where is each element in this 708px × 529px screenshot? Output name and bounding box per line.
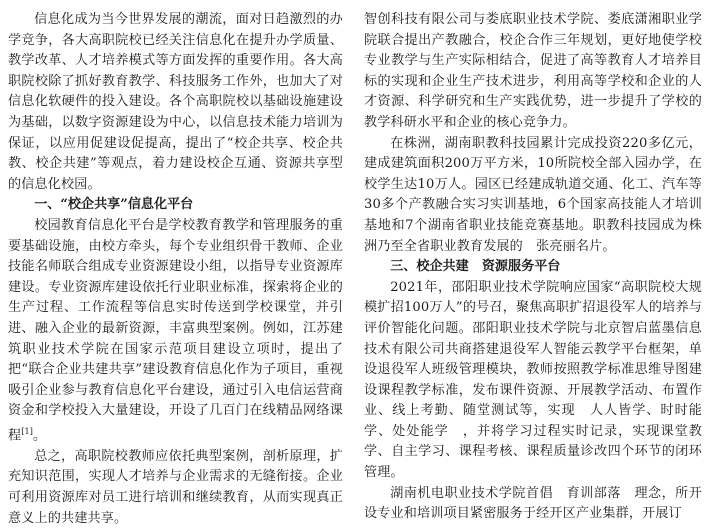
paragraph-platform-end: 。: [33, 428, 47, 444]
right-column: [364, 10, 702, 525]
paragraph-intro: 信息化成为当今世界发展的潮流，面对日趋激烈的办学竞争，各大高职院校已经关注信息化在提升办学质量、教学改革、人才培养模式等方面发挥的重要作用。各大高职院校除了抓好教育教学、科技服务工作外，也加大了对信息化软硬件的投入建设。各个高职院校以基础设施建设为基础，以数字资源建设为中心，以信息技术能力培训为保证，以应用促建设促提高，提出了“校企共享、校企共教、校企共建”等观点，着力建设校企互通、资源共享型的信息化校园。: [8, 12, 343, 192]
section-heading-1: 一、“校企共享”信息化平台: [34, 197, 194, 213]
section-heading-3: 三、校企共建 资源服务平台: [390, 259, 561, 275]
reference-marker: [1]: [21, 426, 34, 436]
paragraph-platform: [8, 216, 343, 447]
left-column: [8, 10, 343, 529]
paragraph-hunan-jidian: 湖南机电职业技术学院首倡 育训部落 理念，所开设专业和培训项目紧密服务于经开区产业集群，开展订: [364, 485, 702, 522]
paragraph-summary: 总之，高职院校教师应依托典型案例，剖析原理，扩充知识范围，实现人才培养与企业需求的无缝衔接。企业可利用资源库对员工进行培训和继续教育，从而实现真正意义上的共建共享。: [8, 448, 343, 526]
paragraph-shaoyang: 2021年，邵阳职业技术学院响应国家“高职院校大规模扩招100万人”的号召，聚焦高职扩招退役军人的培养与评价智能化问题。邵阳职业技术学院与北京智启蓝墨信息技术有限公司共商搭建退役军人智能云教学平台框架，单设退役军人班级管理模块，教师按照教学标准思维导图建设课程教学标准，发布课件资源、开展教学活动、布置作业、线上考勤、随堂测试等，实现 人人皆学、时时能学、处处能学 ，并将学习过程实时记录，实现课堂教学、自主学习、课程考核、课程质量诊改四个环节的闭环管理。: [364, 279, 702, 481]
paragraph-platform-text: 校园教育信息化平台是学校教育教学和管理服务的重要基础设施，由校方牵头，每个专业组织骨干教师、企业技能名师联合组成专业资源建设小组，以指导专业资源库建设。专业资源库建设依托行业职业标准，探索将企业的生产过程、工作流程等信息实时传送到学校课堂，并引进、融入企业的最新资源，丰富典型案例。例如，江苏建筑职业技术学院在国家示范项目建设立项时，提出了把“联合企业共建共享”建设教育信息化作为子项目，重视吸引企业参与教育信息化平台建设，通过引入电信运营商资金和学校投入大量建设，开设了几百门在线精品网络课程: [8, 217, 343, 444]
paragraph-zhuzhou: 在株洲，湖南职教科技园累计完成投资220多亿元，建成建筑面积200万平方米，10所院校全部入园办学，在校学生达10万人。园区已经建成轨道交通、化工、汽车等30多个产教融合实习实训基地，6个国家高技能人才培训基地和7个湖南省职业技能竞赛基地。职教科技园成为株洲乃至全省职业教育发展的 张亮丽名片。: [364, 135, 702, 254]
paragraph-continued: 智创科技有限公司与娄底职业技术学院、娄底潇湘职业学院联合提出产教融合，校企合作三年规划，更好地使学校专业教学与生产实际相结合，促进了高等教育人才培养目标的实现和企业生产技术进步，利用高等学校和企业的人才资源、科学研究和生产实践优势，进一步提升了学校的教学科研水平和企业的核心竞争力。: [364, 12, 702, 130]
